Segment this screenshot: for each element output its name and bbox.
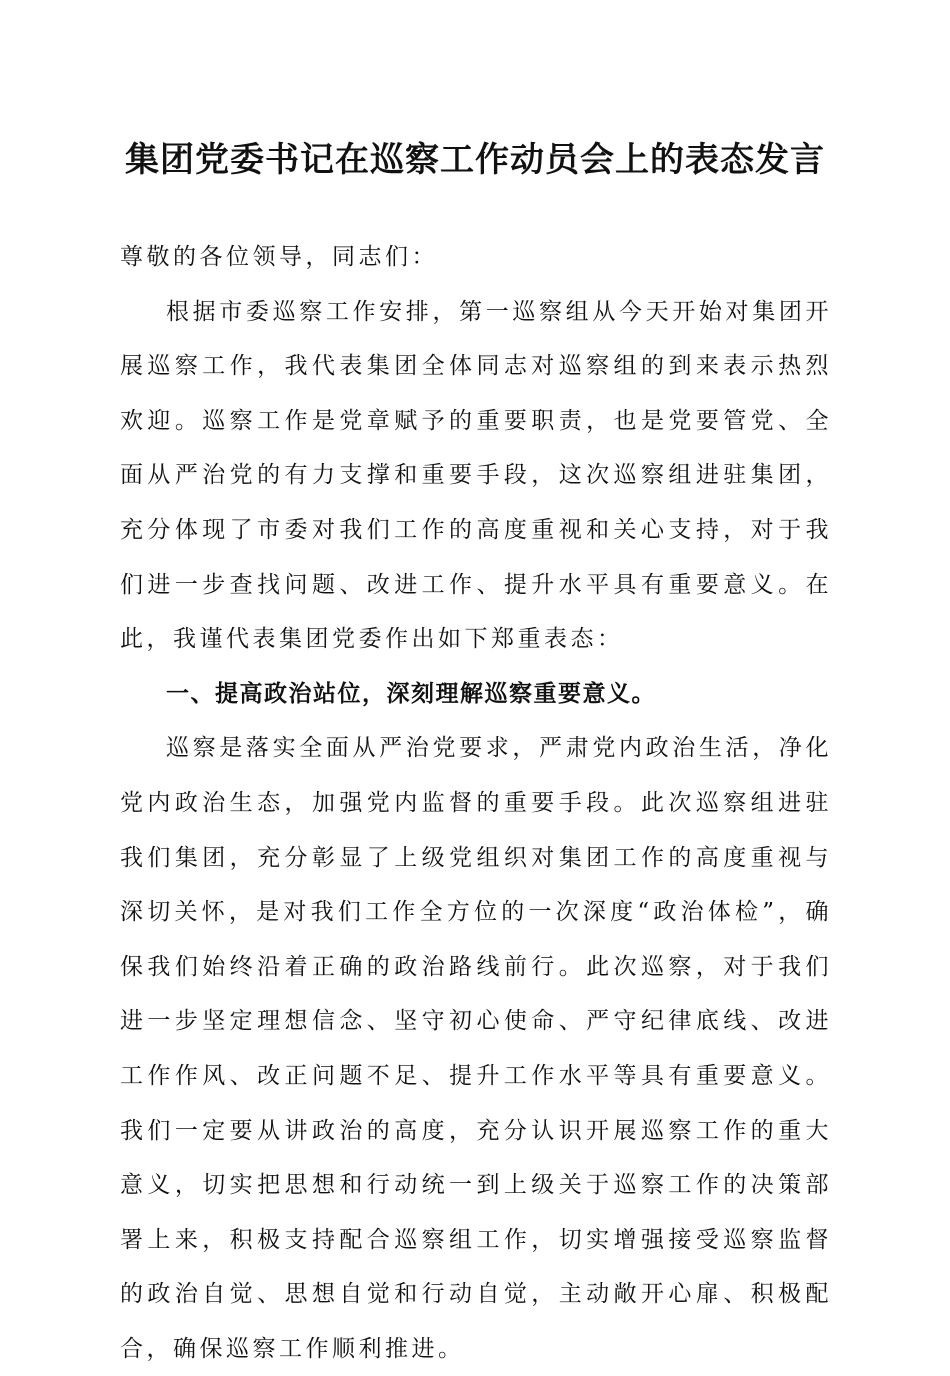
document-title: 集团党委书记在巡察工作动员会上的表态发言 <box>125 140 825 180</box>
salutation: 尊敬的各位领导，同志们： <box>120 244 438 270</box>
document-body <box>120 230 832 1376</box>
paragraph-section-1: 巡察是落实全面从严治党要求，严肃党内政治生活，净化党内政治生态，加强党内监督的重要手段。此次巡察组进驻我们集团，充分彰显了上级党组织对集团工作的高度重视与深切关怀，是对我们工作全方位的一次深度“政治体检”，确保我们始终沿着正确的政治路线前行。此次巡察，对于我们进一步坚定理想信念、坚守初心使命、严守纪律底线、改进工作作风、改正问题不足、提升工作水平等具有重要意义。我们一定要从讲政治的高度，充分认识开展巡察工作的重大意义，切实把思想和行动统一到上级关于巡察工作的决策部署上来，积极支持配合巡察组工作，切实增强接受巡察监督的政治自觉、思想自觉和行动自觉，主动敞开心扉、积极配合，确保巡察工作顺利推进。 <box>120 735 832 1362</box>
section-heading: 一、提高政治站位，深刻理解巡察重要意义。 <box>166 680 656 707</box>
paragraph-intro: 根据市委巡察工作安排，第一巡察组从今天开始对集团开展巡察工作，我代表集团全体同志对巡察组的到来表示热烈欢迎。巡察工作是党章赋予的重要职责，也是党要管党、全面从严治党的有力支撑和重要手段，这次巡察组进驻集团，充分体现了市委对我们工作的高度重视和关心支持，对于我们进一步查找问题、改进工作、提升水平具有重要意义。在此，我谨代表集团党委作出如下郑重表态： <box>120 298 832 653</box>
